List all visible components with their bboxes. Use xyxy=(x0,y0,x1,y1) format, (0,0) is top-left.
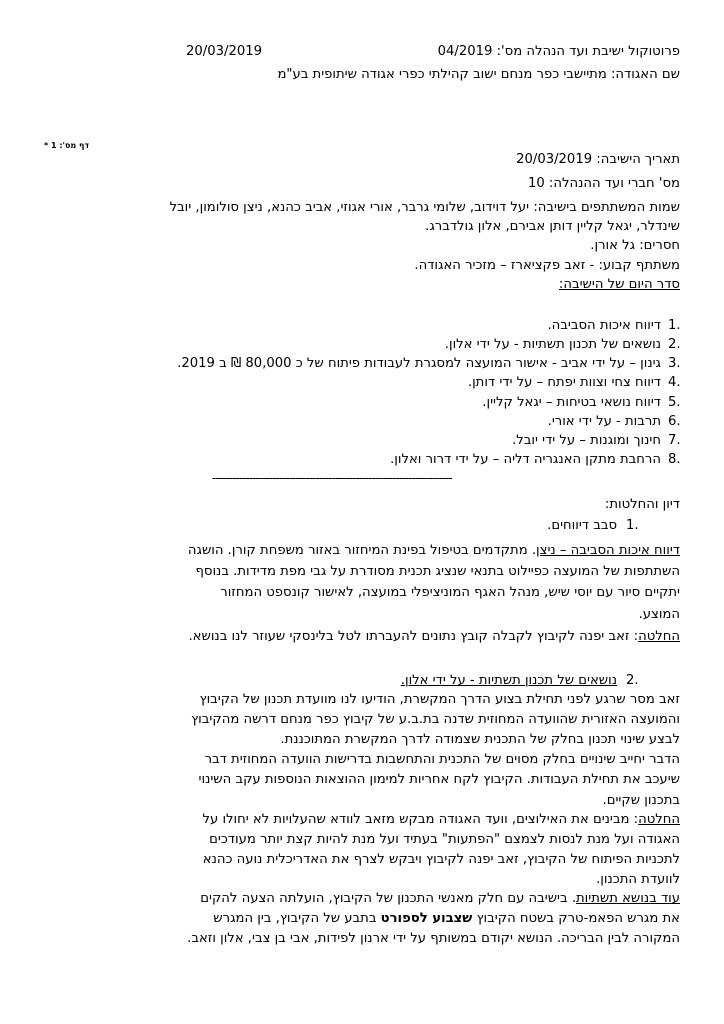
agenda-item: חינוך ומוגנות – על ידי יובל. xyxy=(512,433,661,448)
section-number: 2. xyxy=(626,673,639,688)
infra-para-2-line-3: בתכנון שקיים. xyxy=(602,793,680,808)
participants-line-1: שמות המשתתפים בישיבה: יעל דוידוב, שלומי גרבר, אורי אגוזי, אביב כהנא, ניצן סולומון, יובל xyxy=(169,200,680,215)
agenda-num: 6. xyxy=(668,414,681,429)
infra-decision-line-4: לוועדת התכנון. xyxy=(596,872,680,887)
agenda-num: 4. xyxy=(668,375,681,390)
infra-para-1-line-3: לבצע שינוי תכנון בחלק של התכנית שצמודה לדרך המקשרת המתוכננת. xyxy=(280,732,680,747)
agenda-item: דיווח צחי וצוות יפתח – על ידי דותן. xyxy=(467,375,661,390)
section-title: סבב דיווחים. xyxy=(547,518,617,533)
meeting-date: תאריך הישיבה: 20/03/2019 xyxy=(516,152,680,167)
members-count: מס' חברי ועד ההנהלה: 10 xyxy=(527,176,680,191)
agenda-title: סדר היום של הישיבה: xyxy=(558,277,680,292)
env-report-label: דיווח איכות הסביבה – ניצן xyxy=(536,543,680,558)
association-name: שם האגודה: מתיישבי כפר מנחם ישוב קהילתי כפרי אגודה שיתופית בע"מ xyxy=(277,67,680,82)
infra-more-line-2 xyxy=(213,911,680,927)
infra-more-line-3: המקורה לבין הבריכה. הנושא יקודם במשותף על ידי ארנון לפידות, אבי בן צבי, אלון וזאב. xyxy=(187,931,680,946)
agenda-num: 3. xyxy=(668,356,681,371)
env-report-line-1 xyxy=(188,543,680,559)
more-text: את מגרש הפאמ-טרק בשטח הקיבוץ xyxy=(472,911,680,926)
env-report-line-3: יתקיים סיור עם יוסי שיש, מנהל האגף המוניציפלי במועצה, לאישור קונספט המחזור xyxy=(220,585,680,600)
protocol-date: 20/03/2019 xyxy=(186,44,263,59)
infra-decision-line-3: לתכניות הפיתוח של הקיבוץ, זאב יפנה לקיבוץ ויבקש לצרף את האדריכלית נועה כהנא xyxy=(202,852,680,867)
env-report-line-4: המוצע. xyxy=(638,607,680,622)
infra-para-2-line-1: הדבר יחייב שינויים בחלק מסוים של התכנית והתחשבות בדרישות הוועדה המחוזית דבר xyxy=(204,752,680,767)
infra-para-1-line-2: והמועצה האזורית שהוועדה המחוזית שדנה בת.ב.ע של קיבוץ כפר מנחם דרשה מהקיבוץ xyxy=(191,712,680,727)
agenda-num: 5. xyxy=(668,395,681,410)
protocol-label: פרוטוקול ישיבת ועד הנהלה מס': 04/2019 xyxy=(437,44,680,59)
env-report-text: . מתקדמים בטיפול בפינת המיחזור באזור משפחת קורן. הושגה xyxy=(187,543,537,558)
separator-line: ------------------------------------------------------------------------ xyxy=(212,471,452,485)
decision-text: : מבינים את האילוצים, וועד האגודה מבקש מזאב לוודא שהעלויות לא יחולו על xyxy=(202,812,639,827)
agenda-item: הרחבת מתקן האנגריה דליה – על ידי דרור ואלון. xyxy=(390,452,661,467)
decision-line xyxy=(188,629,680,645)
agenda-num: 7. xyxy=(668,433,681,448)
decision-text: : זאב יפנה לקיבוץ לקבלה קובץ נתונים להעברתו לטל בלינסקי שעוזר לנו בנושא. xyxy=(188,629,639,644)
more-text: . בישיבה עם חלק מאנשי התכנון של הקיבוץ, הועלתה הצעה להקים xyxy=(200,891,577,906)
discussion-title: דיון והחלטות: xyxy=(604,497,680,512)
infra-para-2-line-2: שיעכב את תחילת העבודות. הקיבוץ לקח אחריות למימון ההוצאות הנוספות עקב השינוי xyxy=(198,772,680,787)
more-text-bold: שצבוע לספורט xyxy=(380,911,473,926)
decision-label: החלטה xyxy=(638,812,680,827)
agenda-num: 2. xyxy=(668,337,681,352)
agenda-item: תרבות - על ידי אורי. xyxy=(547,414,661,429)
participants-line-2: שינדלר, יגאל קליין דותן אבירם, אלון גולדברג. xyxy=(425,219,680,234)
infra-decision-line-1 xyxy=(203,812,681,828)
decision-label: החלטה xyxy=(638,629,680,644)
agenda-item: נושאים של תכנון תשתיות - על ידי אלון. xyxy=(444,337,661,352)
more-text: בתבע של הקיבוץ, בין המגרש xyxy=(213,911,381,926)
page-number: דף מס': 1 * xyxy=(44,141,90,150)
infra-more-line-1 xyxy=(200,891,680,907)
infra-para-1-line-1: זאב מסר שרגע לפני תחילת בצוע הדרך המקשרת, הודיעו לנו מוועדת תכנון של הקיבוץ xyxy=(199,692,680,707)
env-report-line-2: השתתפות של המועצה כפיילוט בתנאי שנציג תכנית מסודרת על גבי מפת מדידות. בנוסף xyxy=(195,564,680,579)
regular-participant: משתתף קבוע: - זאב פקציארז – מזכיר האגודה. xyxy=(414,258,680,273)
agenda-item: דיווח איכות הסביבה. xyxy=(547,318,661,333)
section-number: 1. xyxy=(626,518,639,533)
agenda-item: גינון – על ידי אביב - אישור המועצה למסגרת לעבודות פיתוח של כ 80,000 ₪ ב 2019. xyxy=(177,356,661,371)
agenda-num: 8. xyxy=(668,452,681,467)
absent-members: חסרים: גל אורן. xyxy=(590,238,680,253)
agenda-num: 1. xyxy=(668,318,681,333)
agenda-item: דיווח נושאי בטיחות – יגאל קליין. xyxy=(482,395,661,410)
infra-decision-line-2: האגודה ועל מנת לנסות לצמצם "הפתעות" בעתיד ועל מנת להיות קצת יותר מעודכים xyxy=(209,832,680,847)
more-label: עוד בנושא תשתיות xyxy=(576,891,680,906)
section-title: נושאים של תכנון תשתיות - על ידי אלון. xyxy=(400,673,617,688)
